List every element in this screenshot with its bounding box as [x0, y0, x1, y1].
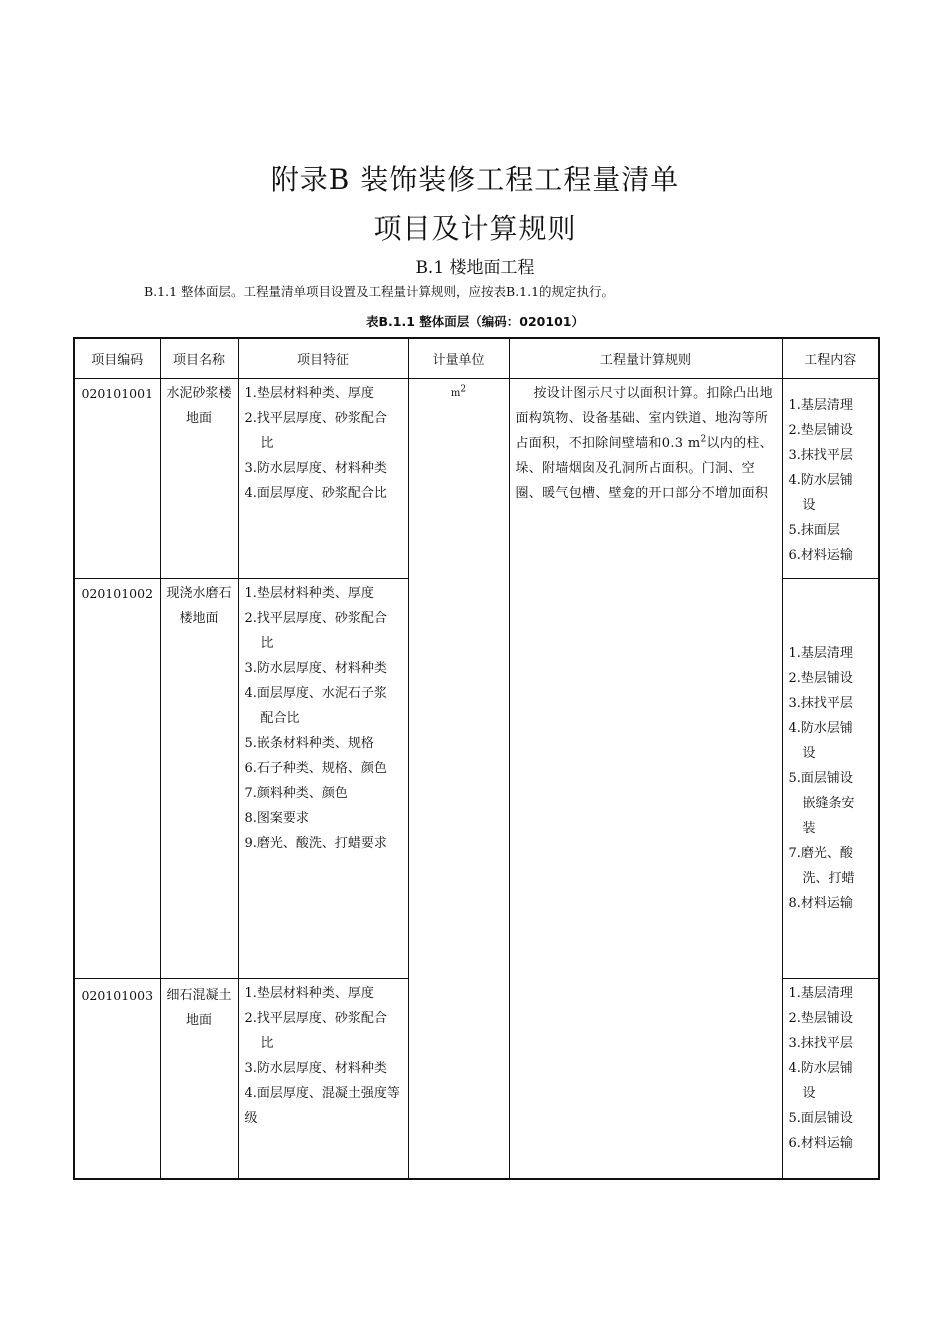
- content-line: 设: [802, 1086, 816, 1101]
- feature-line: 比: [260, 1036, 274, 1051]
- content-line: 设: [802, 498, 816, 513]
- feature-line: 3.防水层厚度、材料种类: [244, 661, 387, 676]
- table-caption: 表B.1.1 整体面层（编码：020101）: [366, 314, 584, 329]
- feature-line: 2.找平层厚度、砂浆配合: [244, 411, 387, 426]
- content-line: 2.垫层铺设: [788, 1011, 853, 1026]
- page-subtitle: 项目及计算规则: [373, 212, 577, 245]
- rule-cell: [509, 379, 782, 1179]
- item-contents: [782, 579, 879, 979]
- content-line: 6.材料运输: [788, 548, 853, 563]
- content-line: 装: [802, 821, 816, 836]
- rule-unit-superscript: 2: [700, 434, 707, 445]
- content-line: 5.面层铺设: [788, 771, 853, 786]
- feature-line: 4.面层厚度、水泥石子浆: [244, 686, 387, 701]
- unit-value: m: [450, 388, 461, 399]
- content-line: 1.基层清理: [788, 398, 853, 413]
- feature-line: 7.颜料种类、颜色: [244, 786, 348, 801]
- feature-line: 1.垫层材料种类、厚度: [244, 986, 374, 1001]
- intro-paragraph: B.1.1 整体面层。工程量清单项目设置及工程量计算规则，应按表B.1.1的规定执行。: [144, 284, 615, 299]
- rule-unit: m: [687, 436, 701, 451]
- rule-text-part1: 按设计图示尺寸以面积计算。扣除凸出地面构筑物、设备基础、室内铁道、地沟等所占面积，不扣除间壁墙和0.3: [515, 386, 773, 451]
- feature-line: 配合比: [260, 711, 300, 726]
- feature-line: 3.防水层厚度、材料种类: [244, 461, 387, 476]
- content-line: 5.抹面层: [788, 523, 840, 538]
- content-line: 1.基层清理: [788, 986, 853, 1001]
- feature-line: 3.防水层厚度、材料种类: [244, 1061, 387, 1076]
- content-line: 3.抹找平层: [788, 448, 853, 463]
- content-line: 嵌缝条安: [802, 796, 855, 811]
- content-line: 2.垫层铺设: [788, 423, 853, 438]
- content-line: 8.材料运输: [788, 896, 853, 911]
- content-line: 7.磨光、酸: [788, 846, 853, 861]
- feature-line: 8.图案要求: [244, 811, 309, 826]
- header-contents: 工程内容: [782, 338, 879, 379]
- feature-line: 2.找平层厚度、砂浆配合: [244, 611, 387, 626]
- content-line: 6.材料运输: [788, 1136, 853, 1151]
- feature-line: 6.石子种类、规格、颜色: [244, 761, 387, 776]
- content-line: 洗、打蜡: [802, 871, 855, 886]
- feature-line: 1.垫层材料种类、厚度: [244, 386, 374, 401]
- header-features: 项目特征: [238, 338, 408, 379]
- content-line: 4.防水层铺: [788, 1061, 853, 1076]
- unit-cell: [408, 379, 509, 1179]
- spec-table: [73, 337, 880, 1180]
- content-line: 3.抹找平层: [788, 696, 853, 711]
- item-code: 020101003: [74, 979, 160, 1179]
- header-name: 项目名称: [160, 338, 238, 379]
- item-code: 020101001: [74, 379, 160, 579]
- item-features: [238, 379, 408, 579]
- header-unit: 计量单位: [408, 338, 509, 379]
- section-heading: B.1 楼地面工程: [415, 258, 535, 278]
- content-line: 5.面层铺设: [788, 1111, 853, 1126]
- item-name: 现浇水磨石楼地面: [160, 579, 238, 979]
- feature-line: 4.面层厚度、砂浆配合比: [244, 486, 387, 501]
- table-header-row: [74, 338, 879, 379]
- feature-line: 9.磨光、酸洗、打蜡要求: [244, 836, 387, 851]
- content-line: 3.抹找平层: [788, 1036, 853, 1051]
- item-name: 细石混凝土地面: [160, 979, 238, 1179]
- header-code: 项目编码: [74, 338, 160, 379]
- feature-line: 5.嵌条材料种类、规格: [244, 736, 374, 751]
- feature-line: 比: [260, 436, 274, 451]
- feature-line: 1.垫层材料种类、厚度: [244, 586, 374, 601]
- item-name: 水泥砂浆楼地面: [160, 379, 238, 579]
- content-line: 4.防水层铺: [788, 473, 853, 488]
- item-features: [238, 579, 408, 979]
- item-code: 020101002: [74, 579, 160, 979]
- item-contents: [782, 379, 879, 579]
- page-title: 附录B 装饰装修工程工程量清单: [270, 163, 680, 196]
- content-line: 2.垫层铺设: [788, 671, 853, 686]
- table-row: [74, 379, 879, 579]
- item-features: [238, 979, 408, 1179]
- rule-text-part2: 以内的柱、垛、附墙烟囱及孔洞所占面积。门洞、空圈、暖气包槽、壁龛的开口部分不增加面积: [515, 436, 773, 501]
- feature-line: 2.找平层厚度、砂浆配合: [244, 1011, 387, 1026]
- content-line: 1.基层清理: [788, 646, 853, 661]
- header-rule: 工程量计算规则: [509, 338, 782, 379]
- feature-line: 比: [260, 636, 274, 651]
- item-contents: [782, 979, 879, 1179]
- unit-superscript: 2: [460, 384, 467, 395]
- feature-line: 4.面层厚度、混凝土强度等级: [244, 1086, 400, 1126]
- content-line: 4.防水层铺: [788, 721, 853, 736]
- content-line: 设: [802, 746, 816, 761]
